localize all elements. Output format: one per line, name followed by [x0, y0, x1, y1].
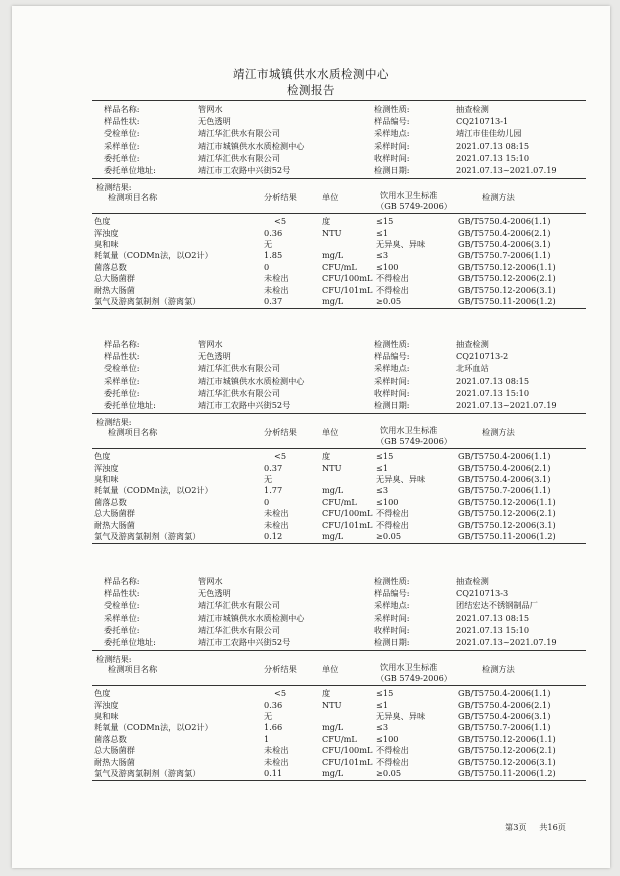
row-unit: CFU/mL: [322, 496, 357, 507]
info-value-nature: 抽查检测: [456, 339, 489, 349]
info-label-sample-name: 样品名称:: [104, 339, 140, 349]
row-result: 0.36: [264, 699, 283, 710]
info-label-client-unit: 委托单位:: [104, 387, 140, 398]
table-row: [12, 531, 610, 542]
table-row: [12, 688, 610, 699]
table-row: [12, 520, 610, 531]
info-value-no: CQ210713-3: [456, 588, 509, 599]
table-row: [12, 463, 610, 474]
row-unit: CFU/mL: [322, 261, 357, 272]
row-result: 0.37: [264, 296, 283, 306]
row-method: GB/T5750.12-2006(2.1): [458, 508, 556, 519]
col-header-std-code: （GB 5749-2006）: [376, 673, 452, 684]
info-label-client-unit: 委托单位:: [104, 152, 140, 163]
row-unit: mg/L: [322, 722, 344, 733]
info-value-place: 团结宏达不锈钢制品厂: [456, 600, 538, 611]
report-page: [12, 6, 610, 868]
info-label-recv-unit: 受检单位:: [104, 600, 140, 611]
info-value-client-addr: 靖江市工农路中兴街52号: [198, 165, 291, 175]
info-value-recv-time: 2021.07.13 15:10: [456, 152, 530, 163]
row-method: GB/T5750.12-2006(2.1): [458, 745, 556, 756]
row-item: 菌落总数: [94, 733, 127, 744]
info-value-client-unit: 靖江华汇供水有限公司: [198, 624, 280, 635]
info-value-client-unit: 靖江华汇供水有限公司: [198, 152, 280, 163]
col-header-method: 检测方法: [482, 192, 515, 203]
row-unit: CFU/101mL: [322, 519, 373, 530]
row-result: 1.66: [264, 722, 283, 733]
table-header-rule: [92, 685, 586, 686]
info-value-test-date: 2021.07.13~2021.07.19: [456, 637, 557, 647]
row-item: 臭和味: [94, 711, 119, 721]
row-method: GB/T5750.12-2006(2.1): [458, 273, 556, 284]
row-std: ≥0.05: [376, 768, 402, 778]
info-label-sample-name: 样品名称:: [104, 576, 140, 586]
info-value-no: CQ210713-1: [456, 116, 509, 127]
row-item: 色度: [94, 688, 111, 699]
row-result: 未检出: [264, 508, 289, 519]
page-footer: [495, 822, 566, 833]
info-label-sample-no: 样品编号:: [374, 588, 410, 599]
row-method: GB/T5750.4-2006(2.1): [458, 462, 551, 473]
row-item: 总大肠菌群: [94, 273, 135, 284]
results-heading: 检测结果:: [96, 417, 132, 428]
table-row: [12, 734, 610, 745]
row-result: 0.36: [264, 227, 283, 238]
info-value-prop: 无色透明: [198, 588, 231, 599]
table-row: [12, 508, 610, 519]
info-label-client-unit: 委托单位:: [104, 624, 140, 635]
section-bottom-rule: [92, 780, 586, 781]
col-header-unit: 单位: [322, 664, 339, 675]
row-method: GB/T5750.4-2006(1.1): [458, 216, 551, 227]
col-header-method: 检测方法: [482, 427, 515, 438]
row-unit: mg/L: [322, 296, 344, 306]
row-unit: CFU/100mL: [322, 745, 373, 756]
col-header-std-code: （GB 5749-2006）: [376, 201, 452, 212]
row-unit: CFU/100mL: [322, 273, 373, 284]
info-value-sampling-unit: 靖江市城镇供水水质检测中心: [198, 140, 305, 151]
table-row: [12, 485, 610, 496]
info-value-sampling-unit: 靖江市城镇供水水质检测中心: [198, 612, 305, 623]
row-unit: NTU: [322, 462, 342, 473]
row-item: 氯气及游离氯制剂（游离氯）: [94, 768, 201, 778]
info-value-client-addr: 靖江市工农路中兴街52号: [198, 400, 291, 410]
row-item: 耗氧量（CODMn法，以O2计）: [94, 485, 213, 496]
info-value-place: 靖江市佳佳幼儿园: [456, 128, 522, 139]
info-rule: [92, 413, 586, 414]
row-item: 菌落总数: [94, 496, 127, 507]
table-row: [12, 722, 610, 733]
table-row: [12, 228, 610, 239]
col-header-result: 分析结果: [264, 664, 297, 675]
info-value-prop: 无色透明: [198, 351, 231, 362]
row-result: 无: [264, 239, 273, 249]
info-label-sampling-unit: 采样单位:: [104, 612, 140, 623]
col-header-std-code: （GB 5749-2006）: [376, 436, 452, 447]
table-row: [12, 239, 610, 250]
info-label-sampling-time: 采样时间:: [374, 375, 410, 386]
info-label-sample-name: 样品名称:: [104, 104, 140, 114]
row-item: 氯气及游离氯制剂（游离氯）: [94, 296, 201, 306]
sample-section: [12, 335, 610, 570]
info-label-sampling-place: 采样地点:: [374, 363, 410, 374]
row-result: 未检出: [264, 284, 289, 295]
info-label-client-addr: 委托单位地址:: [104, 637, 156, 647]
info-value-name: 管网水: [198, 339, 223, 349]
row-method: GB/T5750.4-2006(1.1): [458, 451, 551, 462]
row-std: ≥0.05: [376, 531, 402, 541]
row-std: 无异臭、异味: [376, 711, 426, 721]
table-row: [12, 296, 610, 307]
row-item: 浑浊度: [94, 462, 119, 473]
row-result: <5: [274, 216, 287, 227]
row-unit: mg/L: [322, 485, 344, 496]
row-std: ≤15: [376, 216, 394, 227]
results-heading: 检测结果:: [96, 182, 132, 193]
row-std: ≥0.05: [376, 296, 402, 306]
row-method: GB/T5750.11-2006(1.2): [458, 531, 556, 541]
row-result: 0: [264, 261, 270, 272]
info-label-sampling-time: 采样时间:: [374, 612, 410, 623]
col-header-item: 检测项目名称: [108, 192, 158, 203]
row-unit: 度: [322, 451, 331, 462]
row-method: GB/T5750.11-2006(1.2): [458, 296, 556, 306]
table-row: [12, 474, 610, 485]
row-unit: CFU/mL: [322, 733, 357, 744]
info-label-client-addr: 委托单位地址:: [104, 400, 156, 410]
row-unit: mg/L: [322, 531, 344, 541]
info-value-sampling-time: 2021.07.13 08:15: [456, 140, 530, 151]
row-method: GB/T5750.12-2006(1.1): [458, 261, 556, 272]
info-value-place: 北环血站: [456, 363, 489, 374]
table-row: [12, 451, 610, 462]
row-std: ≤1: [376, 699, 389, 710]
row-item: 总大肠菌群: [94, 508, 135, 519]
row-method: GB/T5750.11-2006(1.2): [458, 768, 556, 778]
row-unit: mg/L: [322, 250, 344, 261]
info-value-name: 管网水: [198, 576, 223, 586]
row-std: 不得检出: [376, 284, 409, 295]
row-result: 未检出: [264, 273, 289, 284]
table-row: [12, 262, 610, 273]
info-label-sampling-unit: 采样单位:: [104, 375, 140, 386]
info-rule: [92, 178, 586, 179]
col-header-item: 检测项目名称: [108, 664, 158, 675]
info-label-recv-unit: 受检单位:: [104, 363, 140, 374]
row-item: 臭和味: [94, 239, 119, 249]
table-row: [12, 216, 610, 227]
col-header-item: 检测项目名称: [108, 427, 158, 438]
row-item: 耐热大肠菌: [94, 284, 135, 295]
row-std: 无异臭、异味: [376, 239, 426, 249]
table-row: [12, 700, 610, 711]
sample-section: [12, 572, 610, 807]
info-label-test-nature: 检测性质:: [374, 339, 410, 349]
info-label-test-nature: 检测性质:: [374, 576, 410, 586]
info-value-recv-time: 2021.07.13 15:10: [456, 624, 530, 635]
info-label-recv-time: 收样时间:: [374, 152, 410, 163]
row-unit: mg/L: [322, 768, 344, 778]
info-value-no: CQ210713-2: [456, 351, 509, 362]
row-std: 不得检出: [376, 519, 409, 530]
info-value-recv-unit: 靖江华汇供水有限公司: [198, 128, 280, 139]
info-label-client-addr: 委托单位地址:: [104, 165, 156, 175]
row-method: GB/T5750.12-2006(3.1): [458, 519, 556, 530]
info-value-recv-unit: 靖江华汇供水有限公司: [198, 600, 280, 611]
row-item: 菌落总数: [94, 261, 127, 272]
row-std: ≤100: [376, 733, 399, 744]
info-label-sample-no: 样品编号:: [374, 351, 410, 362]
section-bottom-rule: [92, 308, 586, 309]
row-method: GB/T5750.4-2006(3.1): [458, 711, 551, 721]
info-value-prop: 无色透明: [198, 116, 231, 127]
info-value-test-date: 2021.07.13~2021.07.19: [456, 400, 557, 410]
row-method: GB/T5750.12-2006(3.1): [458, 284, 556, 295]
table-header-rule: [92, 213, 586, 214]
info-label-report-date: 检测日期:: [374, 400, 410, 410]
row-item: 氯气及游离氯制剂（游离氯）: [94, 531, 201, 541]
row-result: 0.37: [264, 462, 283, 473]
row-std: ≤3: [376, 722, 389, 733]
info-label-report-date: 检测日期:: [374, 165, 410, 175]
info-label-recv-time: 收样时间:: [374, 387, 410, 398]
col-header-std: 饮用水卫生标准: [380, 662, 438, 673]
info-value-test-date: 2021.07.13~2021.07.19: [456, 165, 557, 175]
info-value-nature: 抽查检测: [456, 576, 489, 586]
row-result: 未检出: [264, 756, 289, 767]
row-method: GB/T5750.12-2006(3.1): [458, 756, 556, 767]
info-value-client-addr: 靖江市工农路中兴街52号: [198, 637, 291, 647]
row-std: ≤1: [376, 462, 389, 473]
col-header-unit: 单位: [322, 427, 339, 438]
info-label-sample-prop: 样品性状:: [104, 588, 140, 599]
info-label-recv-time: 收样时间:: [374, 624, 410, 635]
row-std: ≤3: [376, 485, 389, 496]
row-item: 浑浊度: [94, 227, 119, 238]
table-row: [12, 285, 610, 296]
org-title: 靖江市城镇供水水质检测中心: [233, 67, 389, 81]
row-result: 0.12: [264, 531, 283, 541]
row-result: 1.77: [264, 485, 283, 496]
col-header-std: 饮用水卫生标准: [380, 425, 438, 436]
row-item: 色度: [94, 216, 111, 227]
info-label-report-date: 检测日期:: [374, 637, 410, 647]
info-label-sampling-place: 采样地点:: [374, 128, 410, 139]
row-method: GB/T5750.12-2006(1.1): [458, 733, 556, 744]
info-label-sampling-unit: 采样单位:: [104, 140, 140, 151]
row-std: ≤15: [376, 451, 394, 462]
row-unit: 度: [322, 216, 331, 227]
col-header-result: 分析结果: [264, 192, 297, 203]
info-label-sample-prop: 样品性状:: [104, 116, 140, 127]
row-method: GB/T5750.4-2006(2.1): [458, 699, 551, 710]
info-label-recv-unit: 受检单位:: [104, 128, 140, 139]
row-method: GB/T5750.7-2006(1.1): [458, 485, 551, 496]
info-label-sampling-place: 采样地点:: [374, 600, 410, 611]
row-result: 1.85: [264, 250, 283, 261]
row-unit: CFU/100mL: [322, 508, 373, 519]
page-number: 第3页: [505, 822, 527, 832]
row-result: <5: [274, 688, 287, 699]
row-item: 耐热大肠菌: [94, 756, 135, 767]
table-row: [12, 711, 610, 722]
row-unit: CFU/101mL: [322, 284, 373, 295]
table-row: [12, 745, 610, 756]
table-row: [12, 757, 610, 768]
info-value-client-unit: 靖江华汇供水有限公司: [198, 387, 280, 398]
row-method: GB/T5750.4-2006(1.1): [458, 688, 551, 699]
row-result: 1: [264, 733, 270, 744]
row-result: 0.11: [264, 768, 283, 778]
row-unit: NTU: [322, 699, 342, 710]
row-unit: NTU: [322, 227, 342, 238]
info-value-recv-unit: 靖江华汇供水有限公司: [198, 363, 280, 374]
info-value-recv-time: 2021.07.13 15:10: [456, 387, 530, 398]
row-std: 不得检出: [376, 756, 409, 767]
row-unit: 度: [322, 688, 331, 699]
col-header-method: 检测方法: [482, 664, 515, 675]
col-header-unit: 单位: [322, 192, 339, 203]
table-row: [12, 250, 610, 261]
info-value-sampling-time: 2021.07.13 08:15: [456, 375, 530, 386]
row-std: 不得检出: [376, 745, 409, 756]
info-value-name: 管网水: [198, 104, 223, 114]
row-result: 未检出: [264, 745, 289, 756]
row-item: 色度: [94, 451, 111, 462]
info-label-test-nature: 检测性质:: [374, 104, 410, 114]
row-item: 耐热大肠菌: [94, 519, 135, 530]
info-value-nature: 抽查检测: [456, 104, 489, 114]
row-item: 臭和味: [94, 474, 119, 484]
report-title: 检测报告: [287, 83, 335, 97]
row-std: ≤100: [376, 496, 399, 507]
row-method: GB/T5750.4-2006(3.1): [458, 239, 551, 249]
col-header-std: 饮用水卫生标准: [380, 190, 438, 201]
section-bottom-rule: [92, 543, 586, 544]
info-label-sample-prop: 样品性状:: [104, 351, 140, 362]
row-result: 无: [264, 474, 273, 484]
row-std: 不得检出: [376, 508, 409, 519]
row-std: ≤15: [376, 688, 394, 699]
info-value-sampling-time: 2021.07.13 08:15: [456, 612, 530, 623]
row-item: 浑浊度: [94, 699, 119, 710]
row-result: 无: [264, 711, 273, 721]
table-row: [12, 273, 610, 284]
row-std: ≤1: [376, 227, 389, 238]
row-method: GB/T5750.4-2006(3.1): [458, 474, 551, 484]
row-item: 耗氧量（CODMn法，以O2计）: [94, 250, 213, 261]
row-method: GB/T5750.7-2006(1.1): [458, 250, 551, 261]
row-std: 不得检出: [376, 273, 409, 284]
table-row: [12, 768, 610, 779]
row-unit: CFU/101mL: [322, 756, 373, 767]
row-item: 总大肠菌群: [94, 745, 135, 756]
row-result: 0: [264, 496, 270, 507]
row-std: ≤100: [376, 261, 399, 272]
table-header-rule: [92, 448, 586, 449]
info-value-sampling-unit: 靖江市城镇供水水质检测中心: [198, 375, 305, 386]
results-heading: 检测结果:: [96, 654, 132, 665]
col-header-result: 分析结果: [264, 427, 297, 438]
table-row: [12, 497, 610, 508]
row-method: GB/T5750.12-2006(1.1): [458, 496, 556, 507]
row-std: ≤3: [376, 250, 389, 261]
row-method: GB/T5750.4-2006(2.1): [458, 227, 551, 238]
row-item: 耗氧量（CODMn法，以O2计）: [94, 722, 213, 733]
info-label-sampling-time: 采样时间:: [374, 140, 410, 151]
row-result: 未检出: [264, 519, 289, 530]
sample-section: [12, 100, 610, 335]
row-method: GB/T5750.7-2006(1.1): [458, 722, 551, 733]
info-rule: [92, 650, 586, 651]
info-label-sample-no: 样品编号:: [374, 116, 410, 127]
page-total: 共16页: [539, 822, 566, 832]
row-std: 无异臭、异味: [376, 474, 426, 484]
row-result: <5: [274, 451, 287, 462]
